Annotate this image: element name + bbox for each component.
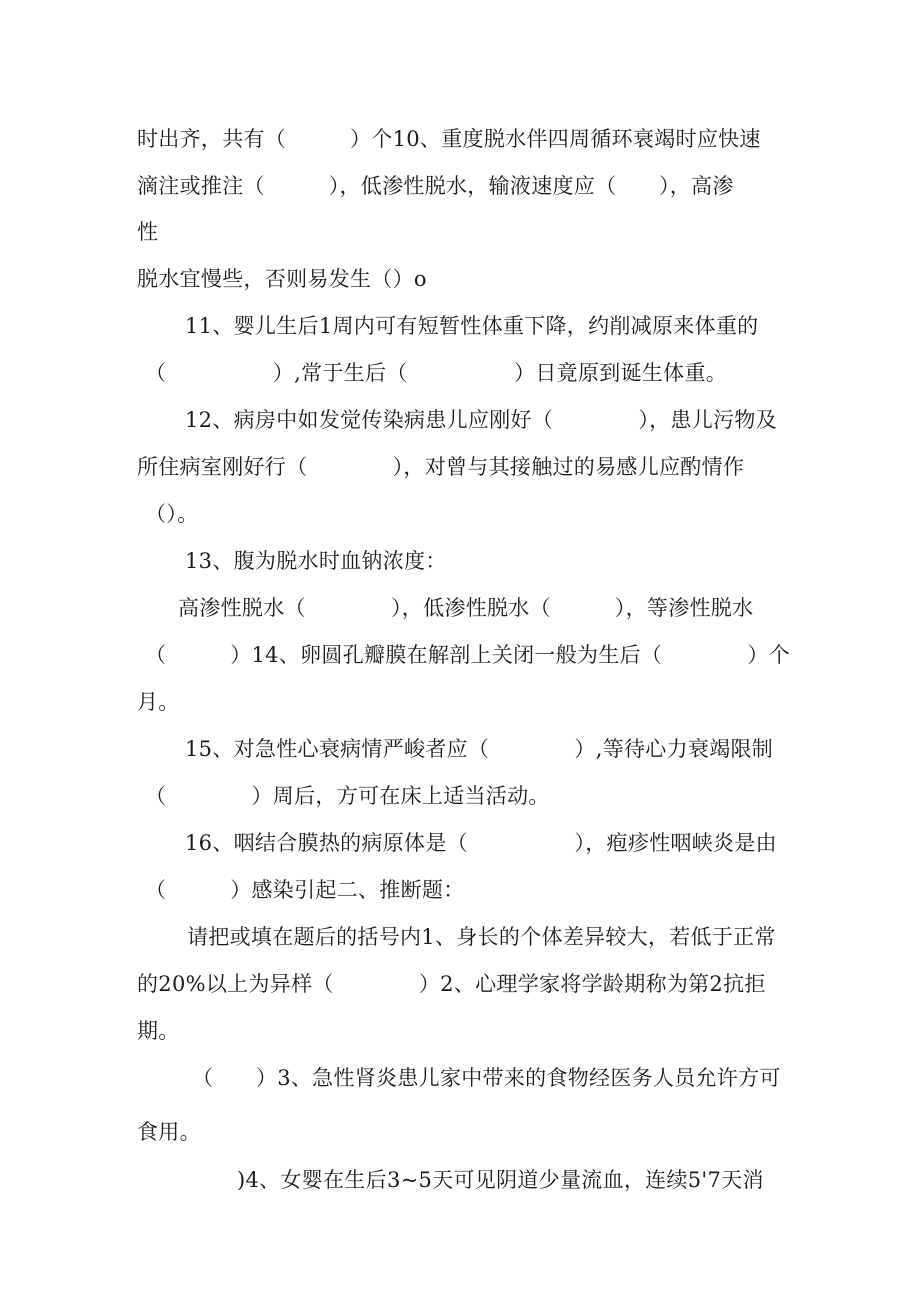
text-line: （ ）,常于生后（ ）日竟原到诞生体重。: [145, 361, 728, 385]
text-line: 的20%以上为异样（ ）2、心理学家将学龄期称为第2抗拒: [137, 972, 766, 996]
text-line: （ ）14、卵圆孔瓣膜在解剖上关闭一般为生后（ ）个: [145, 643, 791, 667]
text-line: )4、女婴在生后3~5天可见阴道少量流血，连续5'7天消: [237, 1168, 764, 1192]
text-line: 食用。: [137, 1120, 201, 1144]
text-line: 脱水宜慢些，否则易发生（）o: [137, 267, 427, 291]
text-line: 高渗性脱水（ ），低渗性脱水（ ），等渗性脱水: [178, 596, 754, 620]
text-line: 请把或填在题后的括号内1、身长的个体差异较大，若低于正常: [187, 925, 776, 949]
text-line: 所住病室刚好行（ ），对曾与其接触过的易感儿应酌情作: [137, 455, 745, 479]
text-line: （ ）感染引起二、推断题：: [145, 878, 465, 902]
text-line: 时出齐，共有（ ）个10、重度脱水伴四周循环衰竭时应快速: [137, 127, 761, 151]
text-line: 期。: [137, 1019, 180, 1043]
text-line: 滴注或推注（ ），低渗性脱水，输液速度应（ ），高渗: [137, 174, 734, 198]
text-line: 12、病房中如发觉传染病患儿应刚好（ ），患儿污物及: [185, 408, 777, 432]
text-line: 15、对急性心衰病情严峻者应（ ）,等待心力衰竭限制: [185, 737, 774, 761]
text-line: 16、咽结合膜热的病原体是（ ），疱疹性咽峡炎是由: [185, 831, 777, 855]
text-line: 性: [137, 220, 159, 244]
text-line: 月。: [137, 690, 180, 714]
text-line: （ ）3、急性肾炎患儿家中带来的食物经医务人员允许方可: [192, 1066, 781, 1090]
text-line: 13、腹为脱水时血钠浓度：: [185, 549, 447, 573]
text-line: 11、婴儿生后1周内可有短暂性体重下降，约削减原来体重的: [185, 314, 759, 338]
text-line: （ ）周后，方可在床上适当活动。: [145, 784, 550, 808]
text-line: （）。: [145, 502, 199, 526]
